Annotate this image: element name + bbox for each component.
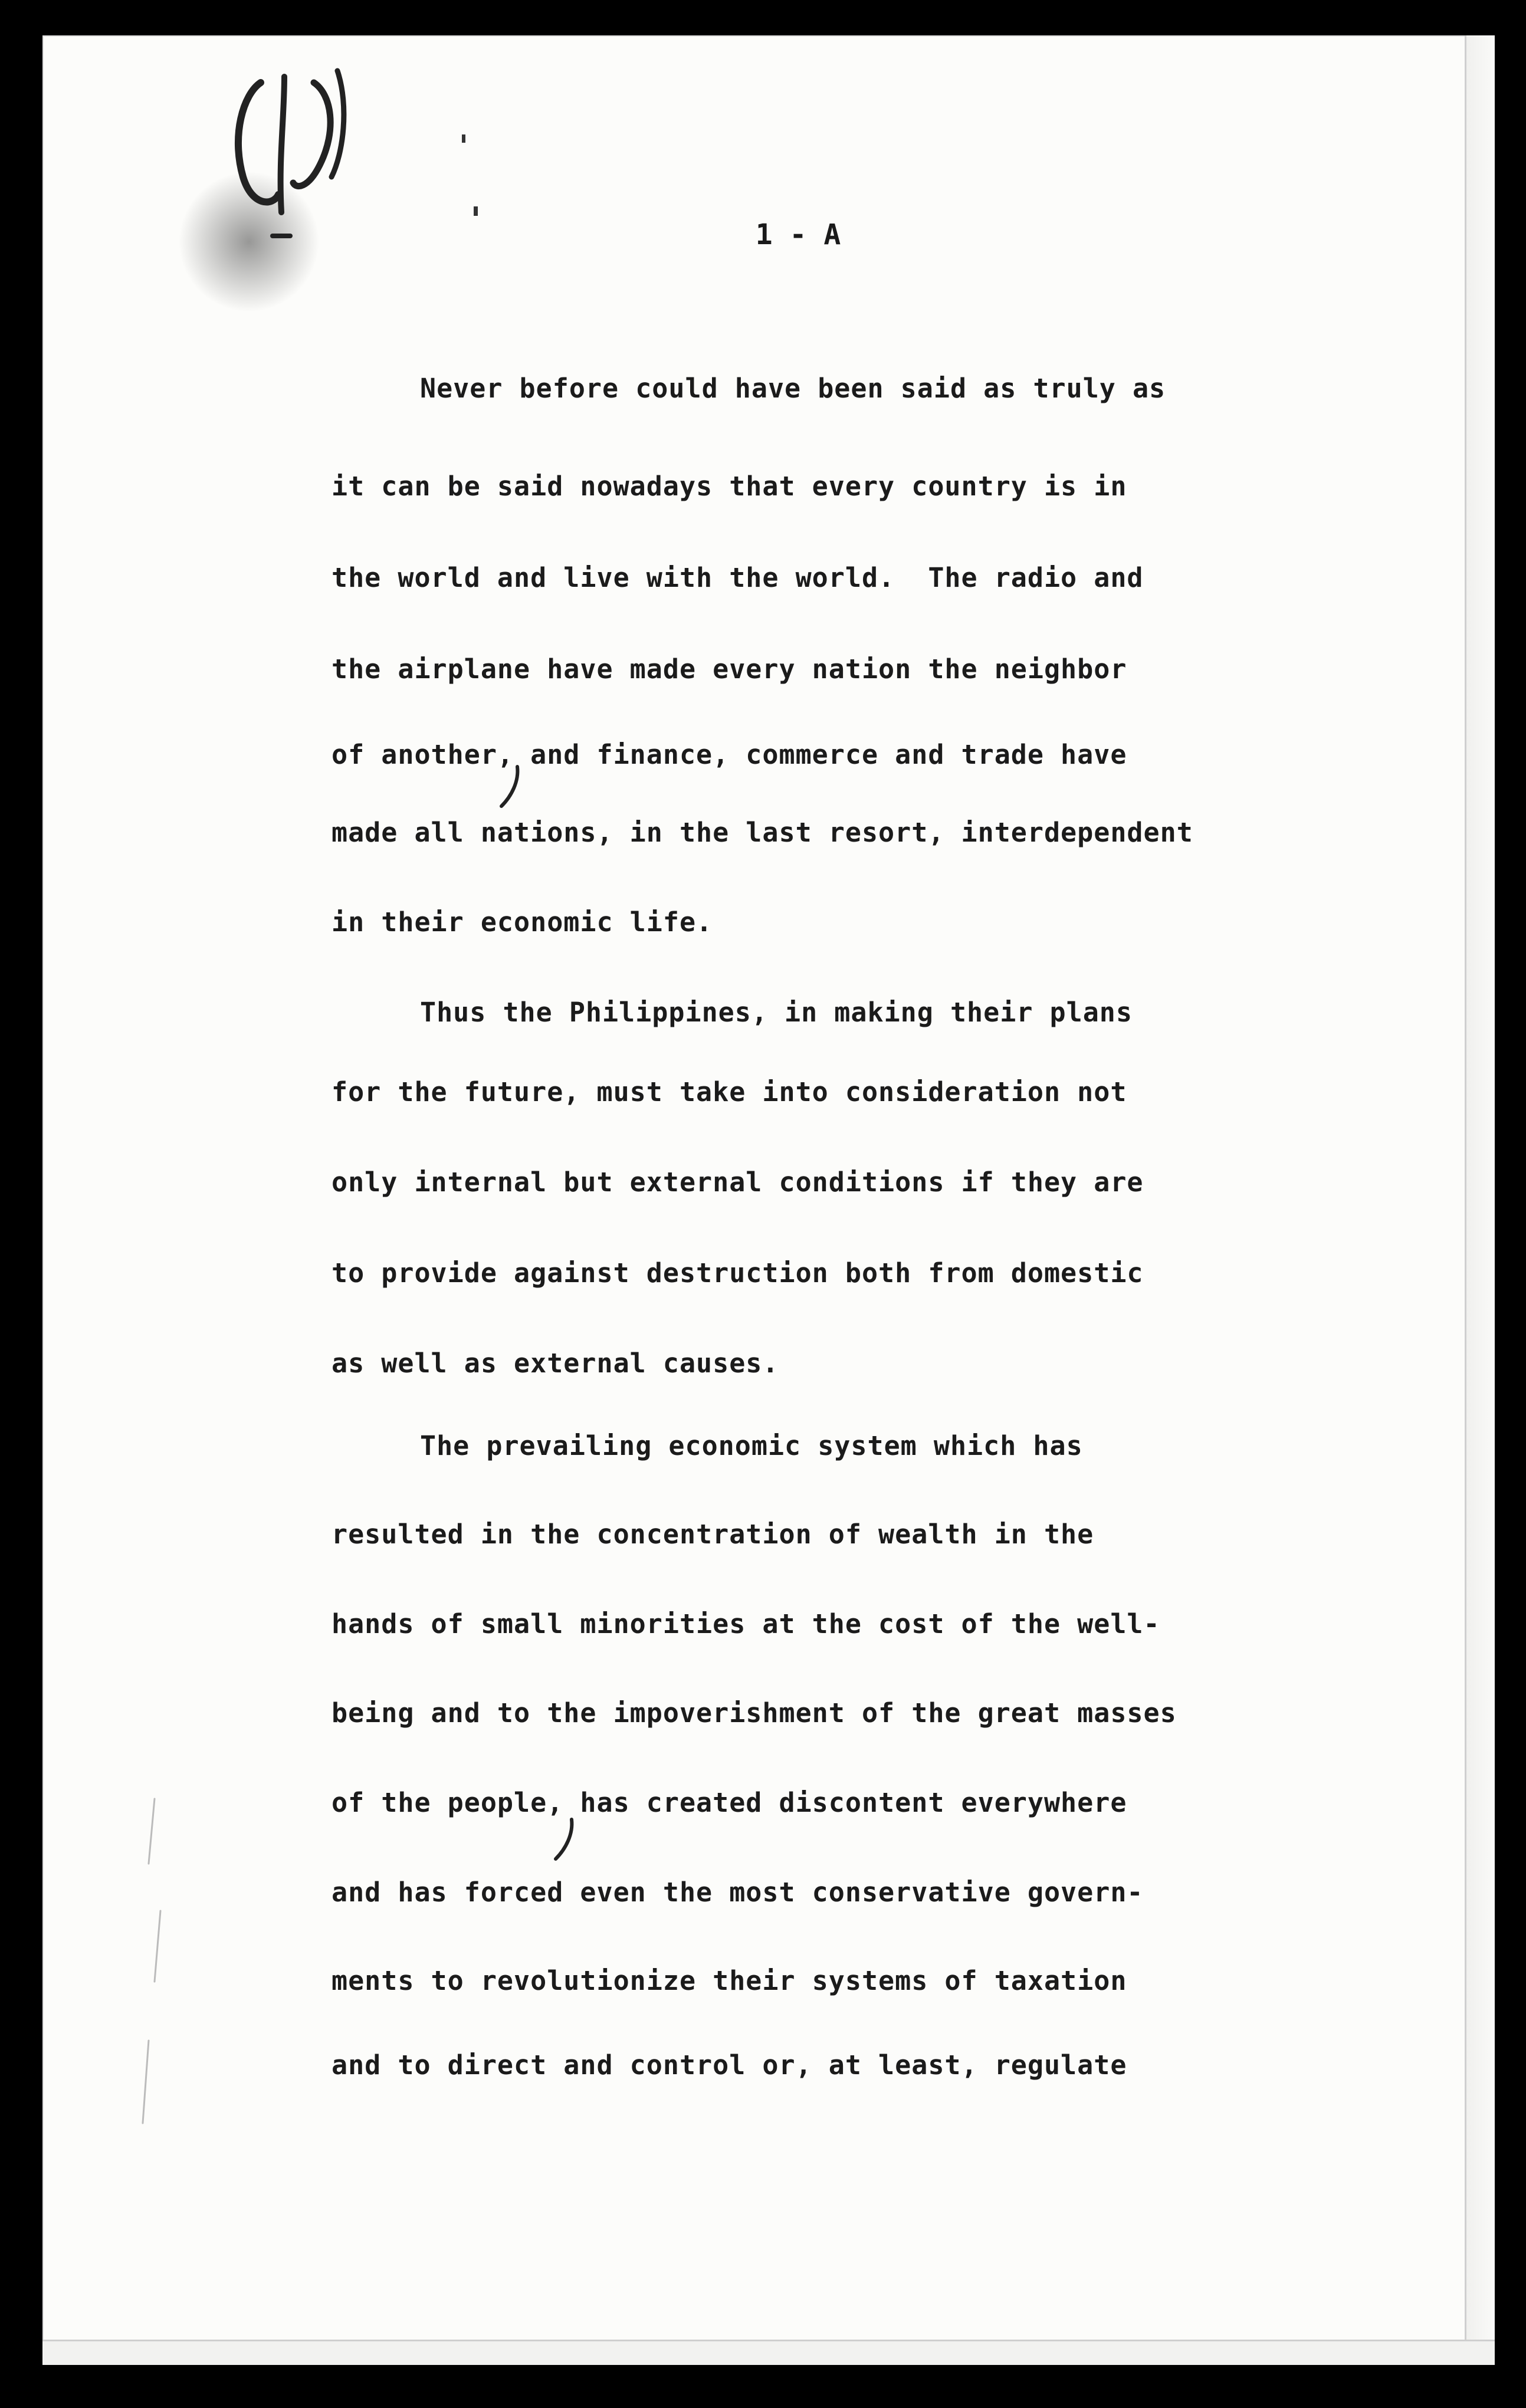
text-line: the airplane have made every nation the neighbor xyxy=(332,653,1127,685)
text-line: ments to revolutionize their systems of taxation xyxy=(332,1965,1127,1996)
text-line: as well as external causes. xyxy=(332,1348,779,1379)
text-line: hands of small minorities at the cost of the well- xyxy=(332,1608,1160,1640)
margin-mark xyxy=(131,1793,178,2159)
text-line: and to direct and control or, at least, regulate xyxy=(332,2049,1127,2081)
text-line: to provide against destruction both from domestic xyxy=(332,1257,1144,1289)
body-text xyxy=(42,35,1495,2365)
text-line: of the people, has created discontent everywhere xyxy=(332,1787,1127,1818)
text-line: it can be said nowadays that every country is in xyxy=(332,471,1127,502)
text-line: Never before could have been said as truly as xyxy=(420,373,1166,404)
text-line: only internal but external conditions if they are xyxy=(332,1167,1144,1198)
text-line: of another, and finance, commerce and trade have xyxy=(332,739,1127,770)
text-line: Thus the Philippines, in making their plans xyxy=(420,997,1133,1028)
document-page xyxy=(42,35,1495,2365)
handwritten-comma-icon xyxy=(551,1816,580,1864)
text-line: The prevailing economic system which has xyxy=(420,1430,1083,1461)
text-line: in their economic life. xyxy=(332,906,713,938)
page-number: 1 - A xyxy=(755,218,841,251)
text-line: made all nations, in the last resort, interdependent xyxy=(332,817,1193,848)
text-line: and has forced even the most conservative govern- xyxy=(332,1877,1144,1908)
text-line: the world and live with the world. The radio and xyxy=(332,562,1144,593)
text-line: being and to the impoverishment of the great masses xyxy=(332,1697,1177,1729)
text-line: resulted in the concentration of wealth in the xyxy=(332,1519,1094,1550)
handwritten-comma-icon xyxy=(497,764,526,811)
text-line: for the future, must take into consideration not xyxy=(332,1076,1127,1108)
